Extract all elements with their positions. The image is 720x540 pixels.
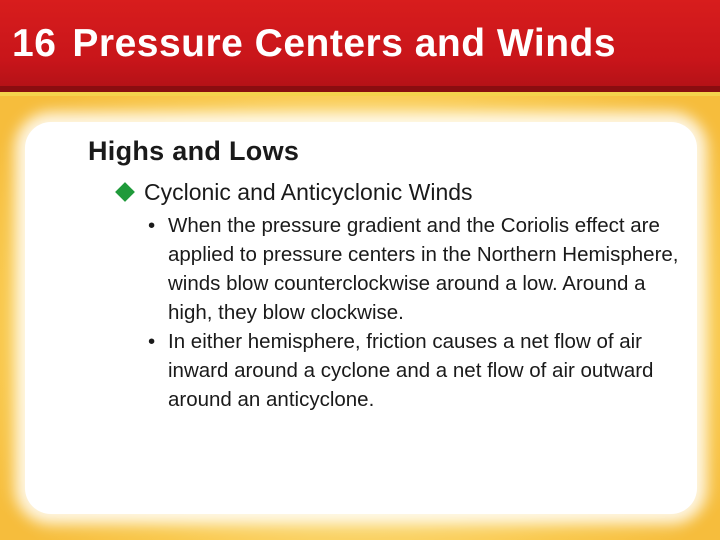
bullet-text: When the pressure gradient and the Coriolis effect are applied to pressure centers in the Northern Hemisphere, winds blow counterclockwise around a low. Around a high, they blow clockwise. — [168, 214, 679, 324]
bullet-list — [148, 211, 693, 414]
bullet-item — [148, 327, 693, 414]
subheading-text: Cyclonic and Anticyclonic Winds — [144, 178, 473, 205]
chapter-number: 16 — [12, 22, 57, 65]
section-heading: Highs and Lows — [88, 136, 300, 166]
subheading — [115, 175, 473, 209]
slide-title — [12, 22, 616, 66]
bullet-item — [148, 211, 693, 327]
bullet-text: In either hemisphere, friction causes a net flow of air inward around a cyclone and a net flow of air outward around an anticyclone. — [168, 330, 654, 411]
bullet-dot: • — [148, 330, 156, 353]
title-text: Pressure Centers and Winds — [72, 22, 617, 65]
bullet-dot: • — [148, 214, 156, 237]
title-bar — [0, 0, 720, 92]
green-diamond-icon — [115, 182, 135, 202]
